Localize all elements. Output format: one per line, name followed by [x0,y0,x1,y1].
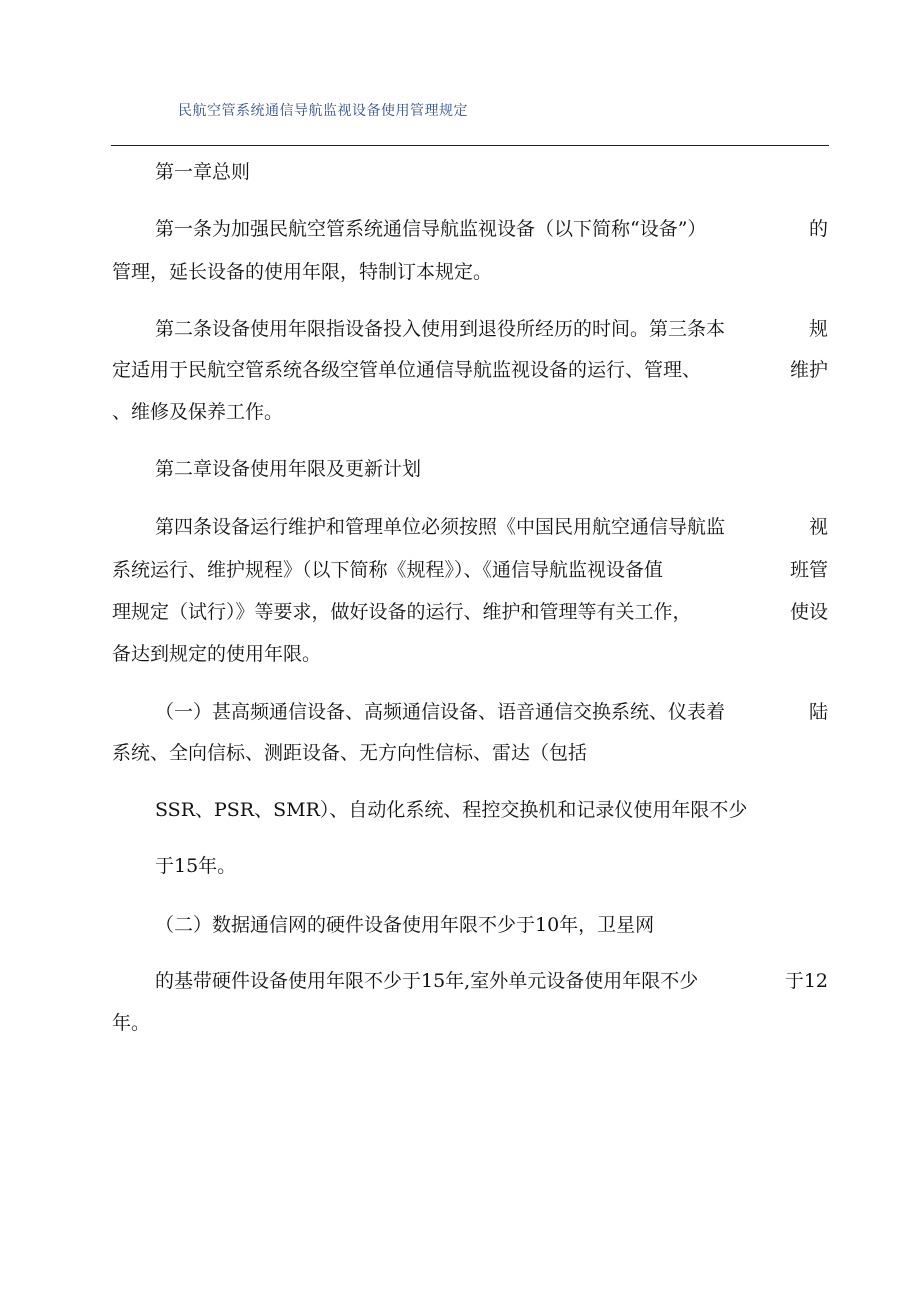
article-1-text-a: 第一条为加强民航空管系统通信导航监视设备（以下简称“设备”） [155,218,707,240]
article-2-text-a: 第二条设备使用年限指设备投入使用到退役所经历的时间。第三条本 [155,318,726,340]
item-2-text-a: 的基带硬件设备使用年限不少于15年,室外单元设备使用年限不少 [155,970,699,992]
item-1-line-4: 于15年。 [155,855,237,877]
article-4-line-4: 备达到规定的使用年限。 [112,643,322,665]
item-1-line-1 [155,698,828,726]
chapter-1-heading: 第一章总则 [155,161,251,183]
item-1-line-2: 系统、全向信标、测距设备、无方向性信标、雷达（包括 [112,742,588,764]
article-4-text-c: 系统运行、维护规程》（以下简称《规程》）、《通信导航监视设备值 [112,559,664,581]
article-3-text-a: 定适用于民航空管系统各级空管单位通信导航监视设备的运行、管理、 [112,359,702,381]
chapter-2-heading: 第二章设备使用年限及更新计划 [155,458,422,480]
article-3-line-2: 、维修及保养工作。 [112,401,284,423]
header-divider [111,145,829,146]
article-4-line-1 [155,513,828,541]
article-3-line-1 [112,356,828,384]
article-1-line-2: 管理，延长设备的使用年限，特制订本规定。 [112,261,493,283]
article-2-text-b: 规 [808,318,828,340]
article-1-line-1 [155,215,828,243]
item-1-text-a: （一）甚高频通信设备、高频通信设备、语音通信交换系统、仪表着 [155,701,726,723]
item-2-text-b: 于12 [784,970,828,992]
article-4-text-b: 视 [808,516,828,538]
item-2-line-3: 年。 [112,1012,151,1034]
article-1-text-b: 的 [808,218,828,240]
article-4-text-a: 第四条设备运行维护和管理单位必须按照《中国民用航空通信导航监 [155,516,726,538]
article-4-line-3 [112,598,828,626]
item-2-line-1: （二）数据通信网的硬件设备使用年限不少于10年，卫星网 [155,914,655,936]
article-3-text-b: 维护 [789,359,828,381]
item-1-text-b: 陆 [808,701,828,723]
article-4-text-f: 使设 [789,601,828,623]
header-title: 民航空管系统通信导航监视设备使用管理规定 [178,103,468,119]
article-2-line-1 [155,315,828,343]
item-1-line-3: SSR、PSR、SMR）、自动化系统、程控交换机和记录仪使用年限不少 [155,799,748,821]
article-4-text-d: 班管 [789,559,828,581]
article-4-line-2 [112,556,828,584]
article-4-text-e: 理规定（试行）》等要求，做好设备的运行、维护和管理等有关工作， [112,601,692,623]
item-2-line-2 [155,967,828,995]
